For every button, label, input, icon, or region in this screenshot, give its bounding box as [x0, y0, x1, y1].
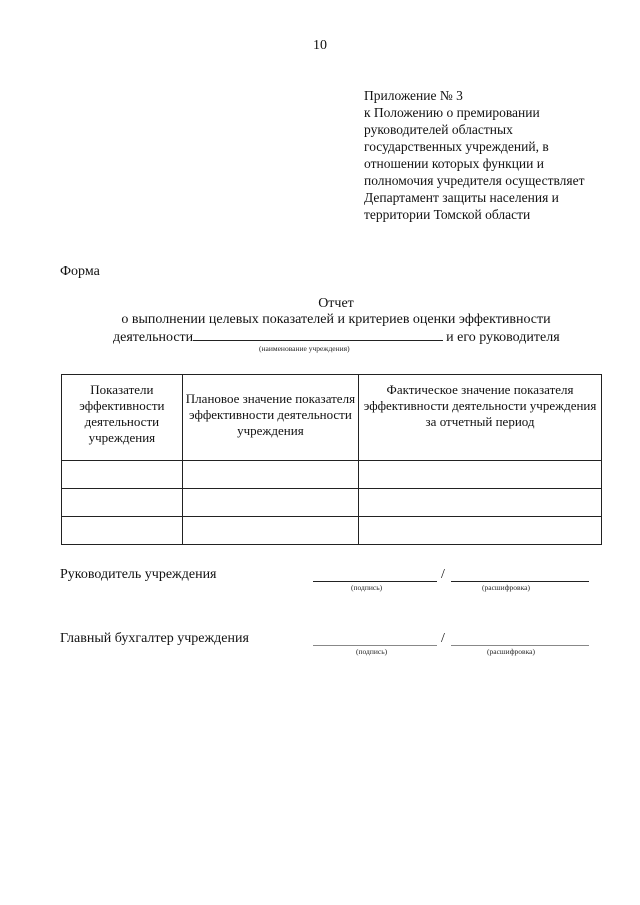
table-header-row — [62, 375, 602, 461]
accountant-decoding-field[interactable] — [451, 645, 589, 646]
table-cell[interactable] — [182, 517, 358, 545]
institution-caption: (наименование учреждения) — [259, 344, 350, 353]
accountant-signature-caption: (подпись) — [356, 647, 388, 656]
appendix-line: к Положению о премировании — [364, 105, 540, 120]
table-cell[interactable] — [62, 489, 183, 517]
head-separator: / — [441, 567, 445, 582]
table-header-cell: Плановое значение показателя эффективности деятельности учреждения — [182, 375, 358, 461]
table-cell[interactable] — [359, 489, 602, 517]
institution-name-field[interactable] — [193, 328, 443, 341]
appendix-line: территории Томской области — [364, 207, 531, 222]
report-line-prefix: деятельности — [113, 330, 194, 345]
appendix-block — [364, 87, 632, 223]
accountant-signature-label: Главный бухгалтер учреждения — [60, 631, 249, 646]
head-signature-label: Руководитель учреждения — [60, 567, 217, 582]
accountant-signature-field[interactable] — [313, 645, 437, 646]
table-row — [62, 517, 602, 545]
accountant-separator: / — [441, 631, 445, 646]
head-signature-caption: (подпись) — [351, 583, 383, 592]
table-cell[interactable] — [182, 489, 358, 517]
indicators-table — [61, 374, 602, 545]
table-cell[interactable] — [62, 517, 183, 545]
table-row — [62, 489, 602, 517]
form-label: Форма — [60, 264, 100, 279]
report-subtitle: о выполнении целевых показателей и критериев оценки эффективности — [121, 312, 551, 327]
appendix-line: Департамент защиты населения и — [364, 190, 559, 205]
head-decoding-caption: (расшифровка) — [482, 583, 530, 592]
report-title: Отчет — [318, 296, 354, 311]
appendix-line: Приложение № 3 — [364, 88, 463, 103]
report-line-suffix: и его руководителя — [446, 330, 560, 345]
table-row — [62, 461, 602, 489]
table-cell[interactable] — [182, 461, 358, 489]
appendix-line: отношении которых функции и — [364, 156, 544, 171]
head-decoding-field[interactable] — [451, 581, 589, 582]
accountant-decoding-caption: (расшифровка) — [487, 647, 535, 656]
table-cell[interactable] — [62, 461, 183, 489]
appendix-line: государственных учреждений, в — [364, 139, 549, 154]
table-header-cell: Фактическое значение показателя эффективности деятельности учреждения за отчетный период — [359, 375, 602, 461]
table-cell[interactable] — [359, 461, 602, 489]
head-signature-field[interactable] — [313, 581, 437, 582]
table-header-cell: Показатели эффективности деятельности учреждения — [62, 375, 183, 461]
appendix-line: полномочия учредителя осуществляет — [364, 173, 585, 188]
page-number: 10 — [313, 38, 327, 53]
appendix-line: руководителей областных — [364, 122, 513, 137]
table-cell[interactable] — [359, 517, 602, 545]
